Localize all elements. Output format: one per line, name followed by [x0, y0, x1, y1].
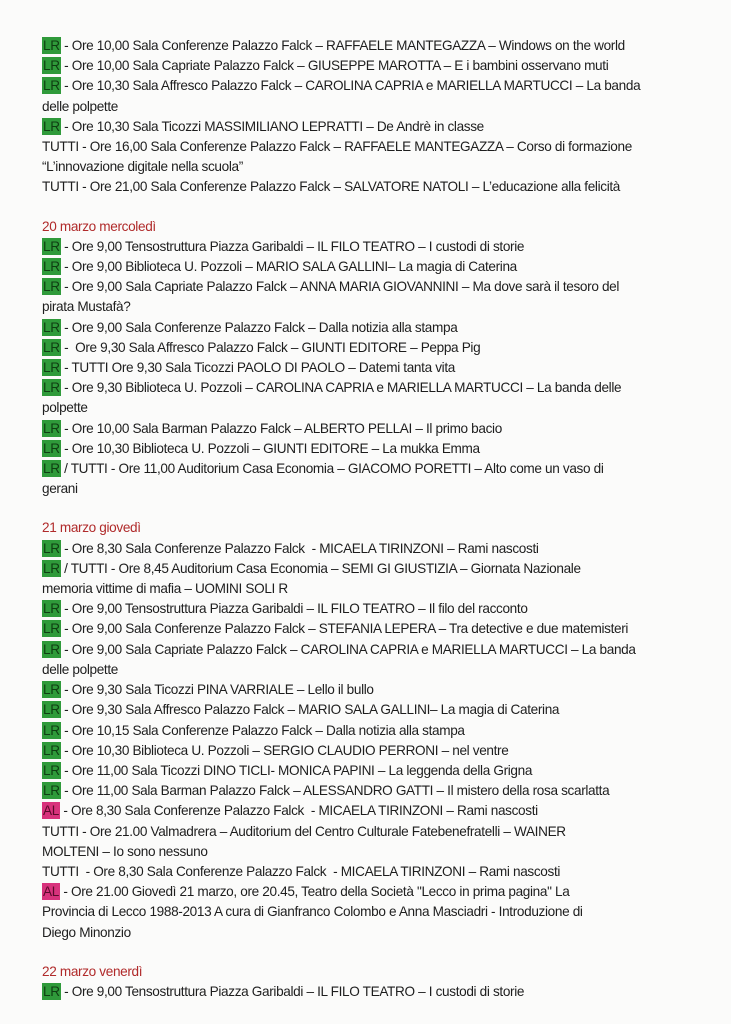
schedule-entry: [42, 439, 702, 459]
day-section: [42, 518, 702, 942]
schedule-entry: [42, 761, 702, 781]
entry-text: - Ore 11,00 Sala Ticozzi DINO TICLI- MONICA PAPINI – La leggenda della Grigna: [60, 762, 533, 778]
schedule-entry: [42, 882, 702, 943]
entry-text: - Ore 10,30 Biblioteca U. Pozzoli – SERGIO CLAUDIO PERRONI – nel ventre: [60, 742, 509, 758]
schedule-entry: [42, 599, 702, 619]
entry-text: - Ore 9,00 Biblioteca U. Pozzoli – MARIO SALA GALLINI– La magia di Caterina: [60, 259, 517, 275]
schedule-entry: [42, 721, 702, 741]
lr-tag: LR: [43, 742, 60, 758]
entry-text: - Ore 10,30 Sala Affresco Palazzo Falck – CAROLINA CAPRIA e MARIELLA MARTUCCI – La banda: [60, 78, 641, 94]
lr-tag: LR: [43, 339, 60, 355]
schedule-entry: [42, 257, 702, 277]
day-heading: 21 marzo giovedì: [42, 520, 141, 536]
lr-tag: LR: [43, 238, 60, 254]
lr-tag: LR: [43, 38, 60, 53]
schedule-entry: [42, 56, 702, 76]
schedule-entry: [42, 76, 702, 116]
day-section: [42, 962, 702, 1002]
entry-text: / TUTTI - Ore 11,00 Auditorium Casa Economia – GIACOMO PORETTI – Alto come un vaso di: [60, 461, 604, 477]
entry-text: TUTTI - Ore 21,00 Sala Conferenze Palazzo Falck – SALVATORE NATOLI – L’educazione alla felicità: [42, 179, 620, 195]
lr-tag: LR: [43, 279, 60, 295]
lr-tag: LR: [43, 380, 60, 396]
lr-tag: LR: [43, 641, 60, 657]
al-tag: AL: [43, 803, 59, 819]
schedule-entry: [42, 559, 702, 599]
schedule-entry: [42, 982, 702, 1002]
entry-continuation: gerani: [42, 481, 78, 497]
schedule-entry: [42, 640, 702, 680]
entry-text: - Ore 9,00 Tensostruttura Piazza Garibaldi – IL FILO TEATRO – I custodi di storie: [60, 238, 525, 254]
schedule-entry: [42, 117, 702, 137]
entry-text: - Ore 9,30 Sala Affresco Palazzo Falck – MARIO SALA GALLINI– La magia di Caterina: [60, 702, 560, 718]
schedule-entry: [42, 277, 702, 317]
schedule-entry: [42, 419, 702, 439]
entry-text: - Ore 10,00 Sala Barman Palazzo Falck – ALBERTO PELLAI – Il primo bacio: [60, 420, 502, 436]
day-heading: 22 marzo venerdì: [42, 963, 143, 979]
lr-tag: LR: [43, 783, 60, 799]
lr-tag: LR: [43, 702, 60, 718]
schedule-entry: [42, 619, 702, 639]
entry-text: - Ore 9,00 Tensostruttura Piazza Garibaldi – IL FILO TEATRO – Il filo del racconto: [60, 601, 528, 617]
schedule-entry: [42, 36, 702, 56]
lr-tag: LR: [43, 983, 60, 999]
schedule-entry: [42, 741, 702, 761]
lr-tag: LR: [43, 118, 60, 134]
lr-tag: LR: [43, 440, 60, 456]
entry-text: - Ore 10,15 Sala Conferenze Palazzo Falck – Dalla notizia alla stampa: [60, 722, 465, 738]
lr-tag: LR: [43, 420, 60, 436]
entry-text: - Ore 10,30 Biblioteca U. Pozzoli – GIUNTI EDITORE – La mukka Emma: [60, 440, 480, 456]
entry-text: - Ore 8,30 Sala Conferenze Palazzo Falck - MICAELA TIRINZONI – Rami nascosti: [60, 540, 539, 556]
lr-tag: LR: [43, 601, 60, 617]
entry-continuation: polpette: [42, 400, 88, 416]
entry-continuation: memoria vittime di mafia – UOMINI SOLI R: [42, 581, 288, 597]
schedule-entry: [42, 680, 702, 700]
schedule-entry: [42, 378, 702, 418]
entry-continuation: delle polpette: [42, 98, 118, 114]
days-container: [42, 198, 702, 1003]
entry-text: - Ore 9,00 Sala Conferenze Palazzo Falck – STEFANIA LEPERA – Tra detective e due matemisteri: [60, 621, 629, 637]
schedule-entry: [42, 781, 702, 801]
schedule-entry: [42, 822, 702, 862]
lr-tag: LR: [43, 58, 60, 74]
entry-text: - Ore 11,00 Sala Barman Palazzo Falck – ALESSANDRO GATTI – Il mistero della rosa scarlatta: [60, 783, 610, 799]
schedule-entry: [42, 177, 702, 197]
entry-text: - TUTTI Ore 9,30 Sala Ticozzi PAOLO DI PAOLO – Datemi tanta vita: [60, 360, 455, 376]
lr-tag: LR: [43, 722, 60, 738]
schedule-entry: [42, 237, 702, 257]
lr-tag: LR: [43, 461, 60, 477]
schedule-entry: [42, 137, 702, 177]
lr-tag: LR: [43, 319, 60, 335]
entry-text: - Ore 9,00 Sala Capriate Palazzo Falck – CAROLINA CAPRIA e MARIELLA MARTUCCI – La banda: [60, 641, 636, 657]
entry-text: - Ore 9,00 Sala Capriate Palazzo Falck – ANNA MARIA GIOVANNINI – Ma dove sarà il tesoro del: [60, 279, 620, 295]
entry-text: - Ore 10,30 Sala Ticozzi MASSIMILIANO LEPRATTI – De Andrè in classe: [60, 118, 484, 134]
entry-continuation: pirata Mustafà?: [42, 299, 131, 315]
lr-tag: LR: [43, 78, 60, 94]
entry-text: TUTTI - Ore 16,00 Sala Conferenze Palazzo Falck – RAFFAELE MANTEGAZZA – Corso di formazione: [42, 139, 632, 155]
schedule-entry: [42, 318, 702, 338]
entry-text: - Ore 9,30 Sala Affresco Palazzo Falck – GIUNTI EDITORE – Peppa Pig: [60, 339, 481, 355]
lr-tag: LR: [43, 540, 60, 556]
lr-tag: LR: [43, 259, 60, 275]
al-tag: AL: [43, 884, 59, 900]
entry-text: - Ore 9,30 Sala Ticozzi PINA VARRIALE – Lello il bullo: [60, 682, 374, 698]
schedule-entry: [42, 358, 702, 378]
entry-text: TUTTI - Ore 21.00 Valmadrera – Auditorium del Centro Culturale Fatebenefratelli – WAINER: [42, 823, 566, 839]
schedule-entry: [42, 539, 702, 559]
entry-text: - Ore 9,00 Sala Conferenze Palazzo Falck – Dalla notizia alla stampa: [60, 319, 458, 335]
entry-continuation: Diego Minonzio: [42, 924, 131, 940]
entry-continuation: MOLTENI – Io sono nessuno: [42, 843, 208, 859]
entry-continuation: “L’innovazione digitale nella scuola”: [42, 159, 243, 175]
entry-text: / TUTTI - Ore 8,45 Auditorium Casa Economia – SEMI GI GIUSTIZIA – Giornata Nazionale: [60, 560, 581, 576]
entry-text: - Ore 8,30 Sala Conferenze Palazzo Falck - MICAELA TIRINZONI – Rami nascosti: [59, 803, 538, 819]
entry-continuation: delle polpette: [42, 661, 118, 677]
entry-text: - Ore 9,30 Biblioteca U. Pozzoli – CAROLINA CAPRIA e MARIELLA MARTUCCI – La banda delle: [60, 380, 622, 396]
entry-text: TUTTI - Ore 8,30 Sala Conferenze Palazzo Falck - MICAELA TIRINZONI – Rami nascosti: [42, 863, 561, 879]
entry-text: - Ore 21.00 Giovedì 21 marzo, ore 20.45, Teatro della Società "Lecco in prima pagina" La: [59, 884, 570, 900]
schedule-document: [42, 36, 702, 1002]
lr-tag: LR: [43, 762, 60, 778]
lr-tag: LR: [43, 682, 60, 698]
entry-continuation: Provincia di Lecco 1988-2013 A cura di Gianfranco Colombo e Anna Masciadri - Introduzione di: [42, 904, 583, 920]
schedule-entry: [42, 801, 702, 821]
day-heading: 20 marzo mercoledì: [42, 218, 156, 234]
lr-tag: LR: [43, 621, 60, 637]
schedule-entry: [42, 862, 702, 882]
previous-day-entries: [42, 36, 702, 198]
schedule-entry: [42, 459, 702, 499]
day-section: [42, 217, 702, 500]
entry-text: - Ore 10,00 Sala Conferenze Palazzo Falck – RAFFAELE MANTEGAZZA – Windows on the world: [60, 38, 625, 53]
schedule-entry: [42, 700, 702, 720]
lr-tag: LR: [43, 560, 60, 576]
schedule-entry: [42, 338, 702, 358]
entry-text: - Ore 10,00 Sala Capriate Palazzo Falck – GIUSEPPE MAROTTA – E i bambini osservano muti: [60, 58, 609, 74]
entry-text: - Ore 9,00 Tensostruttura Piazza Garibaldi – IL FILO TEATRO – I custodi di storie: [60, 983, 525, 999]
lr-tag: LR: [43, 360, 60, 376]
